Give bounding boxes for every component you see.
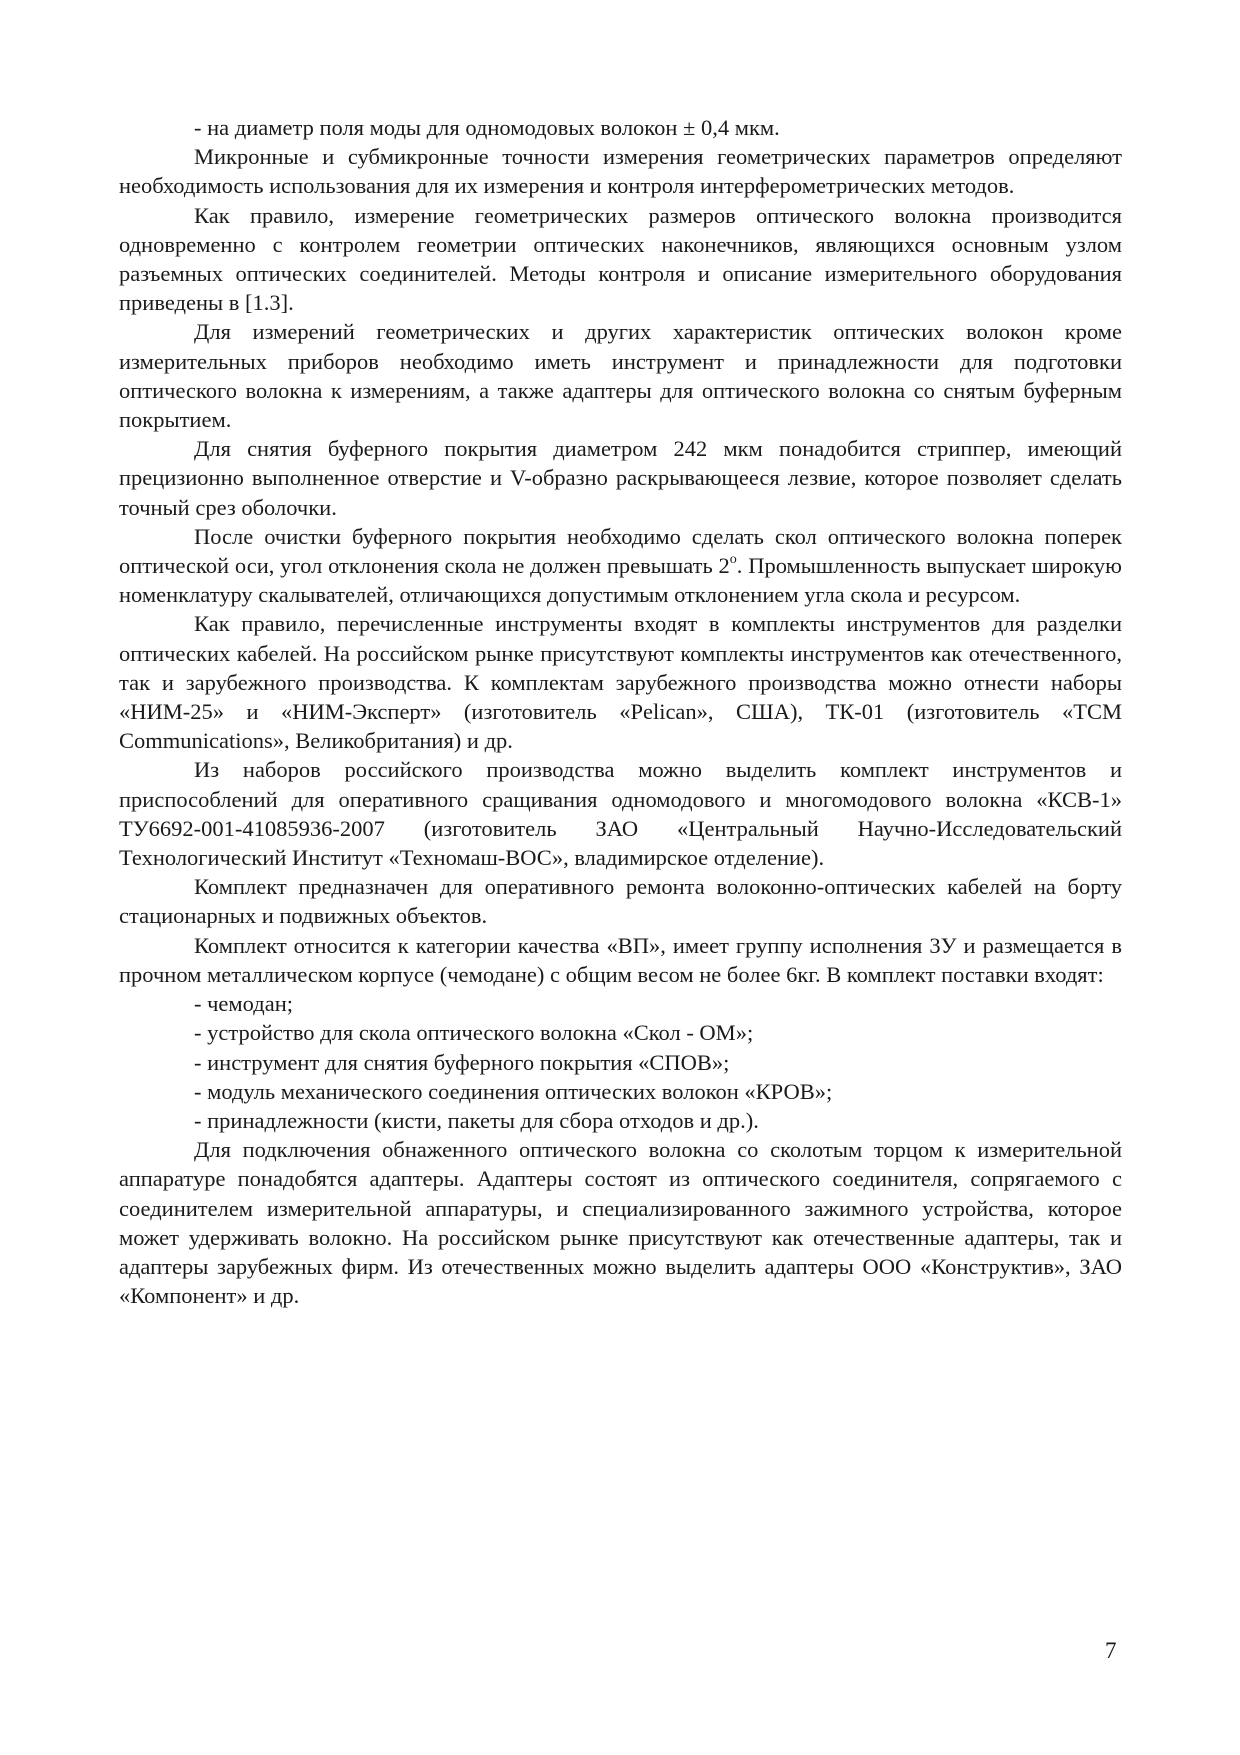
paragraph-kit-category: Комплект относится к категории качества «ВП», имеет группу исполнения 3У и размещается в прочном металлическом корпусе (чемодане) с общим весом не более 6кг. В комплект поставки входят:: [119, 932, 1122, 987]
list-item: - модуль механического соединения оптических волокон «КРОВ»;: [194, 1078, 833, 1104]
list-item: - принадлежности (кисти, пакеты для сбора отходов и др.).: [194, 1107, 759, 1133]
paragraph-cleave-text: После очистки буферного покрытия необходимо сделать скол оптического волокна поперек оптической оси, угол отклонения скола не должен превышать 2: [119, 523, 1122, 579]
paragraph-tool-kits: Как правило, перечисленные инструменты входят в комплекты инструментов для разделки оптических кабелей. На российском рынке присутствуют комплекты инструментов как отечественного, так и зарубежного производства. К комплектам зарубежного производства можно отнести наборы «НИМ-25» и «НИМ-Эксперт» (изготовитель «Pelican», США), ТК-01 (изготовитель «TCM Communications», Великобритания) и др.: [119, 611, 1122, 754]
paragraph-micron-accuracy: Микронные и субмикронные точности измерения геометрических параметров определяют необходимость использования для их измерения и контроля интерферометрических методов.: [119, 144, 1122, 199]
document-body: [119, 113, 1122, 1310]
paragraph-tools-accessories: Для измерений геометрических и других характеристик оптических волокон кроме измерительных приборов необходимо иметь инструмент и принадлежности для подготовки оптического волокна к измерениям, а также адаптеры для оптического волокна со снятым буферным покрытием.: [119, 319, 1122, 433]
paragraph-kit-purpose: Комплект предназначен для оперативного ремонта волоконно-оптических кабелей на борту стационарных и подвижных объектов.: [119, 874, 1122, 929]
paragraph-ksv-kit: Из наборов российского производства можно выделить комплект инструментов и приспособлений для оперативного сращивания одномодового и многомодового волокна «КСВ-1» ТУ6692-001-41085936-2007 (изготовитель ЗАО «Центральный Научно-Исследовательский Технологический Институт «Техномаш-ВОС», владимирское отделение).: [119, 757, 1122, 871]
paragraph-adapters: Для подключения обнаженного оптического волокна со сколотым торцом к измерительной аппаратуре понадобятся адаптеры. Адаптеры состоят из оптического соединителя, сопрягаемого с соединителем измерительной аппаратуры, и специализированного зажимного устройства, которое может удерживать волокно. На российском рынке присутствуют как отечественные адаптеры, так и адаптеры зарубежных фирм. Из отечественных можно выделить адаптеры ООО «Конструктив», ЗАО «Компонент» и др.: [119, 1137, 1122, 1309]
page-number: 7: [1105, 1638, 1117, 1663]
list-item: - устройство для скола оптического волокна «Скол - ОМ»;: [194, 1020, 754, 1046]
degree-superscript: о: [729, 551, 737, 567]
list-item: - чемодан;: [194, 991, 293, 1017]
list-item: - инструмент для снятия буферного покрытия «СПОВ»;: [194, 1049, 730, 1075]
paragraph-cleave-text-end: . Промышленность выпускает широкую номенклатуру скалывателей, отличающихся допустимым отклонением угла скола и ресурсом.: [119, 553, 1122, 608]
paragraph-stripper: Для снятия буферного покрытия диаметром 242 мкм понадобится стриппер, имеющий прецизионно выполненное отверстие и V-образно раскрывающееся лезвие, которое позволяет сделать точный срез оболочки.: [119, 436, 1122, 520]
paragraph-geometry-measurement: Как правило, измерение геометрических размеров оптического волокна производится одновременно с контролем геометрии оптических наконечников, являющихся основным узлом разъемных оптических соединителей. Методы контроля и описание измерительного оборудования приведены в [1.3].: [119, 202, 1122, 316]
paragraph-mode-field-diameter: - на диаметр поля моды для одномодовых волокон ± 0,4 мкм.: [194, 115, 780, 140]
paragraph-cleave: [119, 522, 1122, 610]
kit-contents-list: [119, 989, 1122, 1135]
